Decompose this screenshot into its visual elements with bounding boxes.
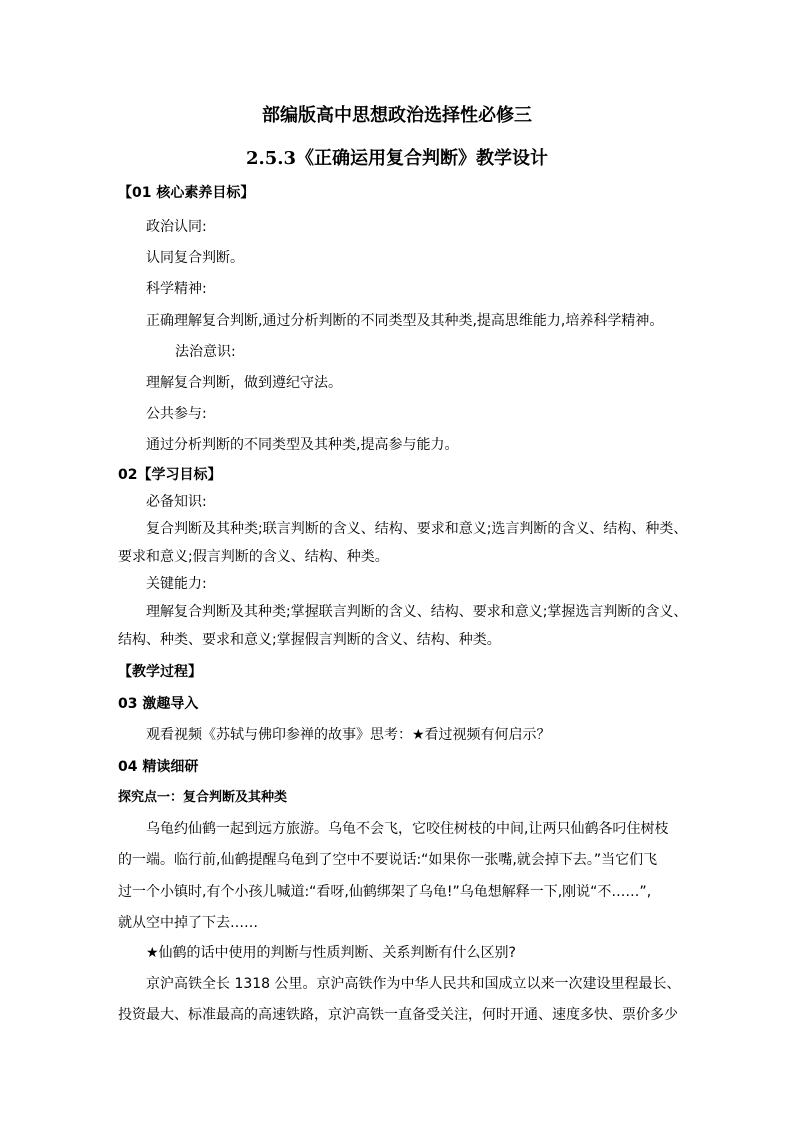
question-1: ★仙鹤的话中使用的判断与性质判断、关系判断有什么区别? bbox=[146, 945, 516, 961]
section-03-heading: 03 激趣导入 bbox=[118, 696, 199, 712]
rail-line-1: 京沪高铁全长 1318 公里。京沪高铁作为中华人民共和国成立以来一次建设里程最长、 bbox=[146, 976, 681, 992]
doc-title-line2: 2.5.3《正确运用复合判断》教学设计 bbox=[245, 148, 549, 169]
s02-line-6: 结构、种类、要求和意义;掌握假言判断的含义、结构、种类。 bbox=[118, 632, 501, 648]
story-line-3: 过一个小镇时,有个小孩儿喊道:“看呀,仙鹤绑架了乌龟!”乌龟想解释一下,刚说“不……”, bbox=[118, 884, 652, 900]
s01-line-3: 科学精神: bbox=[146, 281, 207, 297]
doc-title-line1: 部编版高中思想政治选择性必修三 bbox=[262, 105, 532, 126]
s02-line-5: 理解复合判断及其种类;掌握联言判断的含义、结构、要求和意义;掌握选言判断的含义、 bbox=[146, 604, 688, 620]
section-04-heading: 04 精读细研 bbox=[118, 759, 199, 775]
s02-line-3: 要求和意义;假言判断的含义、结构、种类。 bbox=[118, 549, 389, 565]
story-line-4: 就从空中掉了下去…… bbox=[118, 915, 258, 931]
story-line-2: 的一端。临行前,仙鹤提醒乌龟到了空中不要说话:“如果你一张嘴,就会掉下去。”当它们飞 bbox=[118, 852, 658, 868]
s03-line-1: 观看视频《苏轼与佛印参禅的故事》思考：★看过视频有何启示？ bbox=[146, 727, 551, 743]
rail-line-2: 投资最大、标准最高的高速铁路，京沪高铁一直备受关注，何时开通、速度多快、票价多少 bbox=[118, 1007, 678, 1023]
s01-line-4: 正确理解复合判断,通过分析判断的不同类型及其种类,提高思维能力,培养科学精神。 bbox=[146, 313, 664, 329]
s01-line-2: 认同复合判断。 bbox=[146, 250, 244, 266]
s01-line-5: 法治意识: bbox=[175, 344, 236, 360]
s01-line-6: 理解复合判断，做到遵纪守法。 bbox=[146, 375, 342, 391]
exploration-point-1: 探究点一：复合判断及其种类 bbox=[118, 790, 288, 805]
s01-line-1: 政治认同: bbox=[146, 219, 207, 235]
s02-line-1: 必备知识: bbox=[146, 494, 207, 510]
s02-line-4: 关键能力: bbox=[146, 576, 207, 592]
s01-line-7: 公共参与: bbox=[146, 406, 207, 422]
section-01-heading: 【01 核心素养目标】 bbox=[118, 185, 255, 201]
process-heading: 【教学过程】 bbox=[118, 664, 202, 680]
s01-line-8: 通过分析判断的不同类型及其种类,提高参与能力。 bbox=[146, 437, 459, 453]
s02-line-2: 复合判断及其种类;联言判断的含义、结构、要求和意义;选言判断的含义、结构、种类、 bbox=[146, 521, 688, 537]
story-line-1: 乌龟约仙鹤一起到远方旅游。乌龟不会飞，它咬住树枝的中间,让两只仙鹤各叼住树枝 bbox=[146, 821, 669, 837]
section-02-heading: 02【学习目标】 bbox=[118, 467, 222, 483]
